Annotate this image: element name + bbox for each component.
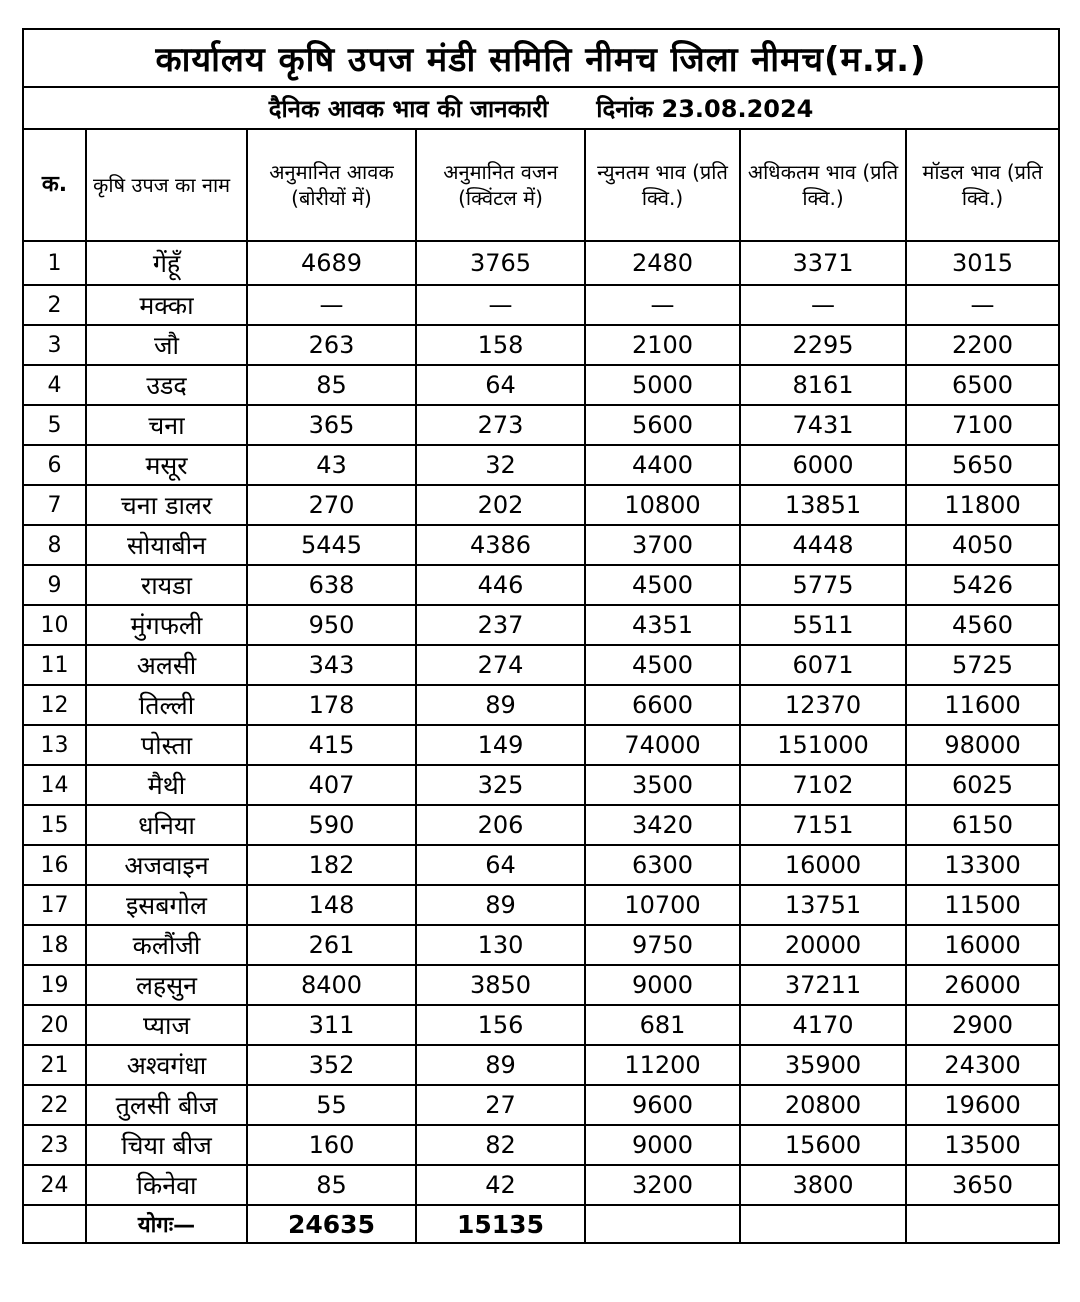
- cell-arrival-bags: 261: [247, 925, 416, 965]
- table-row: [23, 1085, 1059, 1125]
- cell-serial: 14: [23, 765, 86, 805]
- cell-modal-price: 5650: [906, 445, 1059, 485]
- cell-min-price: 10700: [585, 885, 740, 925]
- total-bags: 24635: [247, 1205, 416, 1243]
- total-row: [23, 1205, 1059, 1243]
- cell-max-price: 13751: [740, 885, 906, 925]
- cell-serial: 24: [23, 1165, 86, 1205]
- cell-weight: 206: [416, 805, 585, 845]
- total-weight: 15135: [416, 1205, 585, 1243]
- cell-weight: 237: [416, 605, 585, 645]
- cell-min-price: 3200: [585, 1165, 740, 1205]
- table-row: [23, 525, 1059, 565]
- total-empty-cell: [906, 1205, 1059, 1243]
- cell-serial: 18: [23, 925, 86, 965]
- cell-min-price: —: [585, 285, 740, 325]
- cell-arrival-bags: 638: [247, 565, 416, 605]
- cell-crop-name: तिल्ली: [86, 685, 247, 725]
- cell-modal-price: 6025: [906, 765, 1059, 805]
- cell-min-price: 6600: [585, 685, 740, 725]
- cell-weight: 202: [416, 485, 585, 525]
- cell-modal-price: 26000: [906, 965, 1059, 1005]
- cell-arrival-bags: 55: [247, 1085, 416, 1125]
- cell-serial: 21: [23, 1045, 86, 1085]
- cell-crop-name: उडद: [86, 365, 247, 405]
- cell-arrival-bags: 352: [247, 1045, 416, 1085]
- cell-crop-name: इसबगोल: [86, 885, 247, 925]
- cell-weight: 89: [416, 885, 585, 925]
- cell-crop-name: रायडा: [86, 565, 247, 605]
- cell-weight: 3765: [416, 241, 585, 285]
- cell-crop-name: जौ: [86, 325, 247, 365]
- cell-max-price: 2295: [740, 325, 906, 365]
- cell-weight: 158: [416, 325, 585, 365]
- col-header-weight: अनुमानित वजन (क्विंटल में): [416, 129, 585, 241]
- cell-max-price: 13851: [740, 485, 906, 525]
- cell-serial: 8: [23, 525, 86, 565]
- cell-min-price: 2100: [585, 325, 740, 365]
- cell-arrival-bags: 8400: [247, 965, 416, 1005]
- cell-max-price: 7151: [740, 805, 906, 845]
- table-body: [23, 241, 1059, 1205]
- cell-min-price: 5000: [585, 365, 740, 405]
- cell-min-price: 4500: [585, 645, 740, 685]
- table-row: [23, 685, 1059, 725]
- cell-min-price: 11200: [585, 1045, 740, 1085]
- cell-crop-name: मसूर: [86, 445, 247, 485]
- cell-modal-price: 6150: [906, 805, 1059, 845]
- cell-weight: 27: [416, 1085, 585, 1125]
- cell-serial: 5: [23, 405, 86, 445]
- cell-max-price: 20000: [740, 925, 906, 965]
- cell-max-price: 16000: [740, 845, 906, 885]
- cell-arrival-bags: 5445: [247, 525, 416, 565]
- cell-weight: 64: [416, 845, 585, 885]
- cell-modal-price: 6500: [906, 365, 1059, 405]
- cell-modal-price: 7100: [906, 405, 1059, 445]
- table-row: [23, 605, 1059, 645]
- cell-max-price: 12370: [740, 685, 906, 725]
- cell-serial: 13: [23, 725, 86, 765]
- col-header-crop-name: कृषि उपज का नाम: [86, 129, 247, 241]
- cell-crop-name: चना: [86, 405, 247, 445]
- cell-crop-name: चना डालर: [86, 485, 247, 525]
- cell-modal-price: 13300: [906, 845, 1059, 885]
- col-header-modal-price: मॉडल भाव (प्रति क्वि.): [906, 129, 1059, 241]
- cell-max-price: 3800: [740, 1165, 906, 1205]
- cell-weight: 64: [416, 365, 585, 405]
- cell-modal-price: 19600: [906, 1085, 1059, 1125]
- cell-modal-price: 11800: [906, 485, 1059, 525]
- cell-min-price: 4351: [585, 605, 740, 645]
- cell-weight: 273: [416, 405, 585, 445]
- cell-arrival-bags: 590: [247, 805, 416, 845]
- cell-min-price: 3420: [585, 805, 740, 845]
- page-title: कार्यालय कृषि उपज मंडी समिति नीमच जिला नीमच(म.प्र.): [23, 29, 1059, 87]
- cell-modal-price: 16000: [906, 925, 1059, 965]
- table-row: [23, 765, 1059, 805]
- report-name: दैनिक आवक भाव की जानकारी: [268, 94, 549, 123]
- cell-crop-name: गेंहूँ: [86, 241, 247, 285]
- cell-arrival-bags: 43: [247, 445, 416, 485]
- cell-max-price: 4448: [740, 525, 906, 565]
- cell-arrival-bags: 950: [247, 605, 416, 645]
- table-row: [23, 1005, 1059, 1045]
- cell-min-price: 9600: [585, 1085, 740, 1125]
- cell-max-price: 8161: [740, 365, 906, 405]
- col-header-max-price: अधिकतम भाव (प्रति क्वि.): [740, 129, 906, 241]
- cell-serial: 22: [23, 1085, 86, 1125]
- cell-weight: 3850: [416, 965, 585, 1005]
- cell-modal-price: 98000: [906, 725, 1059, 765]
- cell-min-price: 3700: [585, 525, 740, 565]
- cell-arrival-bags: 263: [247, 325, 416, 365]
- cell-arrival-bags: 85: [247, 1165, 416, 1205]
- cell-serial: 16: [23, 845, 86, 885]
- cell-arrival-bags: 415: [247, 725, 416, 765]
- table-row: [23, 965, 1059, 1005]
- col-header-min-price: न्युनतम भाव (प्रति क्वि.): [585, 129, 740, 241]
- cell-max-price: 3371: [740, 241, 906, 285]
- cell-weight: 42: [416, 1165, 585, 1205]
- table-row: [23, 1165, 1059, 1205]
- cell-serial: 19: [23, 965, 86, 1005]
- total-empty-cell: [23, 1205, 86, 1243]
- cell-weight: 274: [416, 645, 585, 685]
- cell-serial: 15: [23, 805, 86, 845]
- cell-weight: —: [416, 285, 585, 325]
- cell-serial: 23: [23, 1125, 86, 1165]
- cell-weight: 4386: [416, 525, 585, 565]
- cell-arrival-bags: 148: [247, 885, 416, 925]
- table-row: [23, 805, 1059, 845]
- cell-modal-price: 2900: [906, 1005, 1059, 1045]
- table-row: [23, 925, 1059, 965]
- cell-serial: 1: [23, 241, 86, 285]
- cell-crop-name: अश्वगंधा: [86, 1045, 247, 1085]
- cell-min-price: 9000: [585, 1125, 740, 1165]
- table-row: [23, 241, 1059, 285]
- cell-weight: 82: [416, 1125, 585, 1165]
- cell-max-price: 151000: [740, 725, 906, 765]
- cell-min-price: 6300: [585, 845, 740, 885]
- cell-arrival-bags: 178: [247, 685, 416, 725]
- cell-max-price: 7102: [740, 765, 906, 805]
- cell-weight: 149: [416, 725, 585, 765]
- cell-modal-price: 5725: [906, 645, 1059, 685]
- table-row: [23, 285, 1059, 325]
- cell-arrival-bags: —: [247, 285, 416, 325]
- cell-min-price: 10800: [585, 485, 740, 525]
- total-label: योगः—: [86, 1205, 247, 1243]
- cell-weight: 89: [416, 1045, 585, 1085]
- cell-min-price: 681: [585, 1005, 740, 1045]
- cell-weight: 156: [416, 1005, 585, 1045]
- cell-min-price: 4400: [585, 445, 740, 485]
- col-header-serial: क.: [23, 129, 86, 241]
- cell-arrival-bags: 4689: [247, 241, 416, 285]
- cell-crop-name: लहसुन: [86, 965, 247, 1005]
- table-row: [23, 845, 1059, 885]
- cell-crop-name: अलसी: [86, 645, 247, 685]
- table-row: [23, 1125, 1059, 1165]
- cell-weight: 89: [416, 685, 585, 725]
- cell-min-price: 9000: [585, 965, 740, 1005]
- cell-min-price: 4500: [585, 565, 740, 605]
- table-row: [23, 1045, 1059, 1085]
- cell-max-price: 37211: [740, 965, 906, 1005]
- cell-crop-name: पोस्ता: [86, 725, 247, 765]
- cell-modal-price: 24300: [906, 1045, 1059, 1085]
- total-empty-cell: [740, 1205, 906, 1243]
- cell-weight: 32: [416, 445, 585, 485]
- cell-max-price: 5511: [740, 605, 906, 645]
- cell-crop-name: अजवाइन: [86, 845, 247, 885]
- cell-max-price: 15600: [740, 1125, 906, 1165]
- cell-serial: 2: [23, 285, 86, 325]
- cell-max-price: 20800: [740, 1085, 906, 1125]
- cell-crop-name: धनिया: [86, 805, 247, 845]
- price-report-document: [22, 28, 1058, 1244]
- total-empty-cell: [585, 1205, 740, 1243]
- cell-crop-name: चिया बीज: [86, 1125, 247, 1165]
- cell-crop-name: मुंगफली: [86, 605, 247, 645]
- cell-modal-price: 3650: [906, 1165, 1059, 1205]
- cell-crop-name: प्याज: [86, 1005, 247, 1045]
- cell-arrival-bags: 160: [247, 1125, 416, 1165]
- cell-modal-price: —: [906, 285, 1059, 325]
- cell-serial: 11: [23, 645, 86, 685]
- cell-arrival-bags: 343: [247, 645, 416, 685]
- cell-serial: 20: [23, 1005, 86, 1045]
- cell-crop-name: सोयाबीन: [86, 525, 247, 565]
- cell-modal-price: 4050: [906, 525, 1059, 565]
- cell-serial: 7: [23, 485, 86, 525]
- col-header-arrival-bags: अनुमानित आवक (बोरीयों में): [247, 129, 416, 241]
- cell-crop-name: तुलसी बीज: [86, 1085, 247, 1125]
- cell-modal-price: 2200: [906, 325, 1059, 365]
- table-row: [23, 885, 1059, 925]
- cell-serial: 9: [23, 565, 86, 605]
- column-header-row: [23, 129, 1059, 241]
- cell-arrival-bags: 407: [247, 765, 416, 805]
- cell-max-price: 35900: [740, 1045, 906, 1085]
- cell-modal-price: 11600: [906, 685, 1059, 725]
- cell-max-price: —: [740, 285, 906, 325]
- cell-serial: 10: [23, 605, 86, 645]
- cell-crop-name: कलौंजी: [86, 925, 247, 965]
- cell-crop-name: मक्का: [86, 285, 247, 325]
- cell-min-price: 5600: [585, 405, 740, 445]
- table-row: [23, 405, 1059, 445]
- table-row: [23, 725, 1059, 765]
- cell-arrival-bags: 365: [247, 405, 416, 445]
- cell-modal-price: 4560: [906, 605, 1059, 645]
- cell-crop-name: मैथी: [86, 765, 247, 805]
- cell-serial: 12: [23, 685, 86, 725]
- cell-arrival-bags: 182: [247, 845, 416, 885]
- cell-modal-price: 13500: [906, 1125, 1059, 1165]
- table-row: [23, 645, 1059, 685]
- cell-min-price: 9750: [585, 925, 740, 965]
- cell-min-price: 74000: [585, 725, 740, 765]
- table-row: [23, 485, 1059, 525]
- cell-min-price: 3500: [585, 765, 740, 805]
- cell-weight: 130: [416, 925, 585, 965]
- report-subtitle: [23, 87, 1059, 129]
- table-row: [23, 365, 1059, 405]
- cell-serial: 6: [23, 445, 86, 485]
- cell-max-price: 4170: [740, 1005, 906, 1045]
- cell-max-price: 6000: [740, 445, 906, 485]
- cell-modal-price: 11500: [906, 885, 1059, 925]
- report-date: दिनांक 23.08.2024: [596, 94, 814, 123]
- cell-weight: 446: [416, 565, 585, 605]
- cell-weight: 325: [416, 765, 585, 805]
- table-row: [23, 445, 1059, 485]
- cell-crop-name: किनेवा: [86, 1165, 247, 1205]
- cell-modal-price: 3015: [906, 241, 1059, 285]
- mandi-price-table: [22, 28, 1060, 1244]
- cell-modal-price: 5426: [906, 565, 1059, 605]
- cell-max-price: 7431: [740, 405, 906, 445]
- cell-max-price: 5775: [740, 565, 906, 605]
- cell-min-price: 2480: [585, 241, 740, 285]
- table-row: [23, 565, 1059, 605]
- cell-max-price: 6071: [740, 645, 906, 685]
- cell-arrival-bags: 311: [247, 1005, 416, 1045]
- cell-serial: 3: [23, 325, 86, 365]
- cell-arrival-bags: 270: [247, 485, 416, 525]
- cell-serial: 17: [23, 885, 86, 925]
- cell-arrival-bags: 85: [247, 365, 416, 405]
- cell-serial: 4: [23, 365, 86, 405]
- table-row: [23, 325, 1059, 365]
